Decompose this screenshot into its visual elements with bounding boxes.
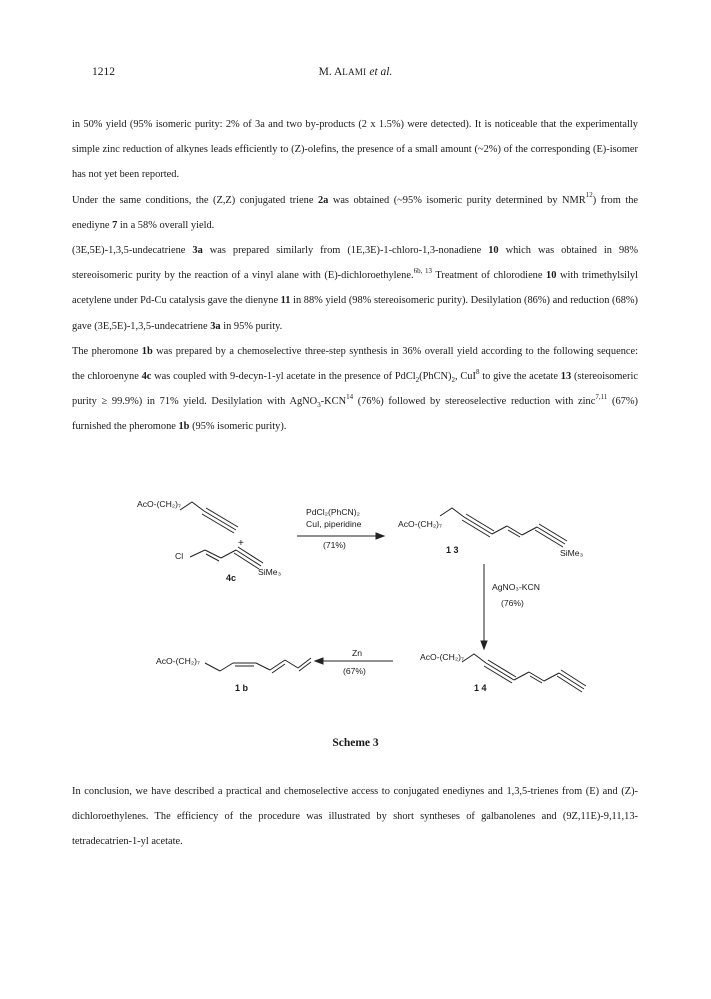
yield-67: (67%) xyxy=(343,666,366,676)
text-run: in 95% purity. xyxy=(220,320,283,332)
triple-bond xyxy=(561,670,586,686)
compound-ref: 1b xyxy=(178,421,190,433)
triple-bond xyxy=(238,547,263,563)
text-run: with trimethylsilyl acetylene under Pd-Cu catalysis gave the dienyne xyxy=(72,270,638,307)
arrowhead xyxy=(481,641,487,649)
chain-bond xyxy=(256,663,270,670)
text-run: (PhCN) xyxy=(419,371,452,383)
text-run: (3E,5E)-1,3,5-undecatriene xyxy=(72,245,193,257)
chain-bond xyxy=(462,654,486,663)
triple-bond xyxy=(488,660,516,677)
double-bond xyxy=(205,550,221,558)
author-etal: et al. xyxy=(369,66,393,78)
compound-ref: 11 xyxy=(280,295,291,307)
text-run: in 88% yield (98% stereoisomeric purity). Desilylation (86%) and reduction (68%) gave (3E,5E)-1,3,5-undecatriene xyxy=(72,295,639,332)
reaction-scheme xyxy=(0,490,711,750)
chain-bond xyxy=(205,663,220,671)
text-run: in a 58% overall yield. xyxy=(117,219,215,231)
chain-bond xyxy=(220,663,233,671)
text-run: , CuI xyxy=(455,371,476,383)
paragraph-3 xyxy=(72,238,638,339)
triple-bond xyxy=(236,550,261,566)
text-run: (67%) furnished the pheromone xyxy=(72,396,638,433)
citation-ref: 14 xyxy=(346,392,354,401)
reactant-acetate-label: AcO-(CH₂)₇ xyxy=(137,499,182,509)
triple-bond xyxy=(462,520,490,537)
text-run: was obtained (~95% isomeric purity determined by NMR xyxy=(328,194,586,206)
compound-4c-label: 4c xyxy=(226,573,237,583)
yield-76: (76%) xyxy=(501,598,524,608)
compound-ref: 3a xyxy=(210,320,221,332)
product-1b-acetate-label: AcO-(CH₂)₇ xyxy=(156,656,201,666)
conclusion-text: In conclusion, we have described a practical and chemoselective access to conjugated enediynes and 1,3,5-trienes from (E) and (Z)-dichloroethylenes. The efficiency of the procedure was illustrated by short syntheses of galbanolenes and (9Z,11E)-9,11,13-tetradecatrien-1-yl acetate. xyxy=(72,786,638,848)
plus-sign: + xyxy=(238,538,244,549)
compound-ref: 7 xyxy=(112,219,118,231)
triple-bond xyxy=(486,663,514,680)
triple-bond xyxy=(234,553,259,569)
triple-bond xyxy=(484,666,512,683)
reagent-cui-piperidine: CuI, piperidine xyxy=(306,519,362,529)
reagent-pd-catalyst: PdCl₂(PhCN)₂ xyxy=(306,507,360,517)
subscript: 2 xyxy=(415,376,420,385)
chain-bond xyxy=(522,527,537,535)
compound-14-label: 1 4 xyxy=(474,683,487,693)
running-head xyxy=(0,66,711,78)
double-bond xyxy=(206,554,219,561)
chain-bond xyxy=(514,672,529,680)
sime3-label: SiMe₃ xyxy=(258,567,282,577)
text-run: (95% isomeric purity). xyxy=(189,421,287,433)
triple-bond xyxy=(535,530,563,547)
triple-bond xyxy=(204,511,236,530)
citation-ref: 12 xyxy=(585,191,593,200)
citation-ref: 6b, 13 xyxy=(413,266,433,275)
chain-bond xyxy=(440,508,464,517)
text-run: which was obtained in 98% stereoisomeric purity by the reaction of a vinyl alane with (E)-dichloroethylene. xyxy=(72,245,638,282)
page-number: 1212 xyxy=(92,66,115,78)
chain-bond xyxy=(180,502,204,511)
paragraph-1: in 50% yield (95% isomeric purity: 2% of 3a and two by-products (2 x 1.5%) were detected). It is noticeable that the experimentally simple zinc reduction of alkynes leads efficiently to (Z)-olefins, the presence of a small amount (~2%) of the corresponding (E)-isomer has not yet been reported. xyxy=(72,119,638,181)
double-bond xyxy=(299,662,311,671)
compound-ref: 10 xyxy=(546,270,557,282)
body-text xyxy=(72,112,638,440)
yield-71: (71%) xyxy=(323,540,346,550)
reagent-zinc: Zn xyxy=(352,648,363,658)
double-bond xyxy=(530,676,542,683)
scheme-title: Scheme 3 xyxy=(332,737,379,749)
chloro-label: Cl xyxy=(175,551,184,561)
triple-bond xyxy=(559,673,584,689)
compound-ref: 3a xyxy=(192,245,203,257)
text-run: was prepared similarly from (1E,3E)-1-chloro-1,3-nonadiene xyxy=(202,245,489,257)
subscript: 3 xyxy=(317,401,321,410)
citation-ref: 8 xyxy=(475,367,480,376)
compound-ref: 13 xyxy=(560,371,572,383)
chain-bond xyxy=(492,526,507,534)
triple-bond xyxy=(539,524,567,541)
text-run: Treatment of chlorodiene xyxy=(432,270,547,282)
triple-bond xyxy=(466,514,494,531)
triple-bond xyxy=(206,508,238,527)
text-run: (76%) followed by stereoselective reduction with zinc xyxy=(353,396,596,408)
reagent-agno3-kcn: AgNO₃-KCN xyxy=(492,582,540,592)
conclusion-paragraph xyxy=(72,779,638,855)
compound-ref: 10 xyxy=(488,245,499,257)
arrowhead xyxy=(376,533,384,539)
author-surname: LAMI xyxy=(342,67,367,77)
text-run: -KCN xyxy=(320,396,347,408)
chain-bond xyxy=(285,660,298,668)
compound-13-label: 1 3 xyxy=(446,545,459,555)
double-bond xyxy=(508,530,520,537)
scheme-bonds xyxy=(0,490,711,750)
triple-bond xyxy=(557,676,582,692)
compound-ref: 2a xyxy=(317,194,329,206)
text-run: ) from the enediyne xyxy=(72,194,639,231)
text-run: to give the acetate xyxy=(479,371,561,383)
triple-bond xyxy=(464,517,492,534)
author-initial: M. A xyxy=(318,66,343,78)
compound-ref: 1b xyxy=(141,345,153,357)
chain-bond xyxy=(544,673,559,681)
citation-ref: 7,11 xyxy=(595,392,608,401)
compound-1b-label: 1 b xyxy=(235,683,249,693)
product-14-acetate-label: AcO-(CH₂)₇ xyxy=(420,652,465,662)
chain-bond xyxy=(190,550,205,557)
text-run: was prepared by a chemoselective three-step synthesis in 36% overall yield according to the following sequence: the chloroenyne xyxy=(72,345,638,383)
paragraph-4 xyxy=(72,339,638,440)
paragraph-2 xyxy=(72,188,638,238)
double-bond xyxy=(272,664,285,673)
text-run: The pheromone xyxy=(72,345,142,357)
compound-ref: 4c xyxy=(141,371,152,383)
text-run: (stereoisomeric purity ≥ 99.9%) in 71% yield. Desilylation with AgNO xyxy=(72,371,639,408)
triple-bond xyxy=(537,527,565,544)
arrowhead xyxy=(315,658,323,664)
product-13-acetate-label: AcO-(CH₂)₇ xyxy=(398,519,443,529)
triple-bond xyxy=(202,514,234,533)
text-run: Under the same conditions, the (Z,Z) conjugated triene xyxy=(72,194,318,206)
subscript: 2 xyxy=(451,376,455,385)
chain-bond xyxy=(221,550,236,558)
text-run: was coupled with 9-decyn-1-yl acetate in the presence of PdCl xyxy=(151,371,416,383)
sime3-label: SiMe₃ xyxy=(560,548,584,558)
